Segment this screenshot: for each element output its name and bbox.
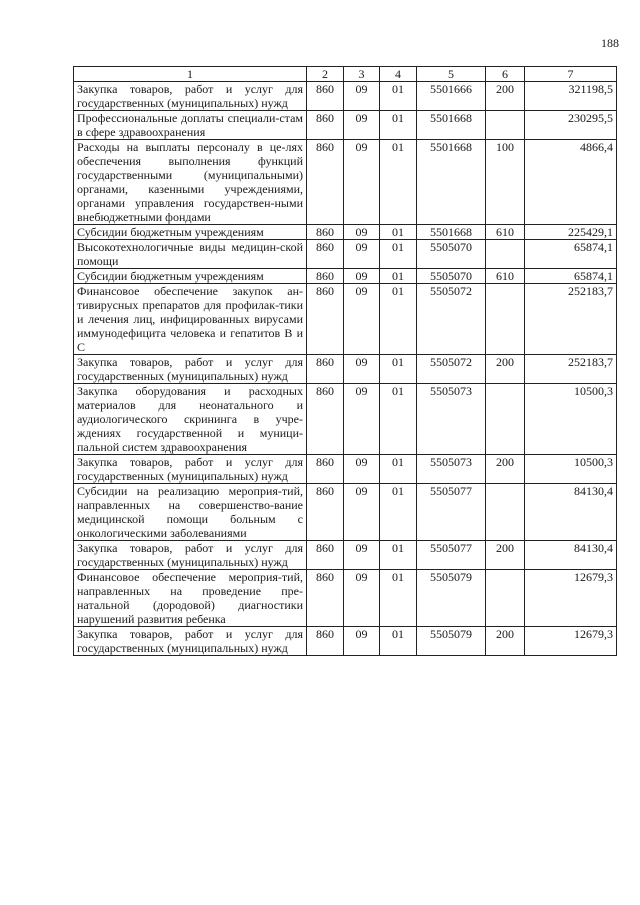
expense-type-cell: 200 <box>486 82 525 111</box>
section-code-cell: 09 <box>344 570 380 627</box>
section-code-cell: 09 <box>344 484 380 541</box>
subsection-code-cell: 01 <box>380 570 417 627</box>
section-code-cell: 09 <box>344 140 380 225</box>
table-row <box>74 384 617 455</box>
expense-name-cell: Финансовое обеспечение закупок ан-тивирусных препаратов для профилак-тики и лечения лиц, инфицированных вирусами иммунодефицита человека и гепатитов В и С <box>74 284 307 355</box>
target-article-cell: 5501668 <box>417 140 486 225</box>
amount-cell: 252183,7 <box>525 355 617 384</box>
expense-name-cell: Закупка товаров, работ и услуг для государственных (муниципальных) нужд <box>74 82 307 111</box>
table-row <box>74 225 617 240</box>
table-row <box>74 284 617 355</box>
column-header-4: 4 <box>380 67 417 82</box>
expense-name-cell: Профессиональные доплаты специали-стам в сфере здравоохранения <box>74 111 307 140</box>
target-article-cell: 5505079 <box>417 570 486 627</box>
table-row <box>74 111 617 140</box>
amount-cell: 252183,7 <box>525 284 617 355</box>
table-row <box>74 484 617 541</box>
expense-name-cell: Высокотехнологичные виды медицин-ской помощи <box>74 240 307 269</box>
section-code-cell: 09 <box>344 627 380 656</box>
ministry-code-cell: 860 <box>307 570 344 627</box>
column-header-5: 5 <box>417 67 486 82</box>
subsection-code-cell: 01 <box>380 484 417 541</box>
subsection-code-cell: 01 <box>380 284 417 355</box>
ministry-code-cell: 860 <box>307 240 344 269</box>
target-article-cell: 5505077 <box>417 541 486 570</box>
section-code-cell: 09 <box>344 269 380 284</box>
expense-type-cell: 610 <box>486 225 525 240</box>
expense-type-cell <box>486 284 525 355</box>
expense-name-cell: Финансовое обеспечение мероприя-тий, направленных на проведение пре-натальной (дородовой) диагностики нарушений развития ребенка <box>74 570 307 627</box>
section-code-cell: 09 <box>344 225 380 240</box>
ministry-code-cell: 860 <box>307 541 344 570</box>
amount-cell: 12679,3 <box>525 570 617 627</box>
expense-name-cell: Субсидии бюджетным учреждениям <box>74 225 307 240</box>
subsection-code-cell: 01 <box>380 269 417 284</box>
table-row <box>74 455 617 484</box>
expense-name-cell: Субсидии на реализацию мероприя-тий, направленных на совершенство-вание медицинской помощи больным с онкологическими заболеваниями <box>74 484 307 541</box>
expense-type-cell: 200 <box>486 455 525 484</box>
subsection-code-cell: 01 <box>380 240 417 269</box>
expense-type-cell <box>486 570 525 627</box>
ministry-code-cell: 860 <box>307 355 344 384</box>
column-header-2: 2 <box>307 67 344 82</box>
section-code-cell: 09 <box>344 82 380 111</box>
section-code-cell: 09 <box>344 455 380 484</box>
amount-cell: 65874,1 <box>525 240 617 269</box>
column-header-7: 7 <box>525 67 617 82</box>
table-row <box>74 355 617 384</box>
subsection-code-cell: 01 <box>380 82 417 111</box>
target-article-cell: 5505072 <box>417 355 486 384</box>
expense-name-cell: Закупка товаров, работ и услуг для государственных (муниципальных) нужд <box>74 455 307 484</box>
expense-name-cell: Закупка оборудования и расходных материалов для неонатального и аудиологического скрининга в учре-ждениях государственной и муници-пальной систем здравоохранения <box>74 384 307 455</box>
column-header-1: 1 <box>74 67 307 82</box>
section-code-cell: 09 <box>344 355 380 384</box>
ministry-code-cell: 860 <box>307 269 344 284</box>
column-header-6: 6 <box>486 67 525 82</box>
expense-name-cell: Закупка товаров, работ и услуг для государственных (муниципальных) нужд <box>74 355 307 384</box>
target-article-cell: 5501668 <box>417 225 486 240</box>
target-article-cell: 5505070 <box>417 240 486 269</box>
table-row <box>74 140 617 225</box>
expense-type-cell <box>486 384 525 455</box>
amount-cell: 84130,4 <box>525 484 617 541</box>
amount-cell: 65874,1 <box>525 269 617 284</box>
expense-name-cell: Закупка товаров, работ и услуг для государственных (муниципальных) нужд <box>74 541 307 570</box>
expense-name-cell: Закупка товаров, работ и услуг для государственных (муниципальных) нужд <box>74 627 307 656</box>
subsection-code-cell: 01 <box>380 455 417 484</box>
ministry-code-cell: 860 <box>307 484 344 541</box>
expense-type-cell: 100 <box>486 140 525 225</box>
amount-cell: 84130,4 <box>525 541 617 570</box>
ministry-code-cell: 860 <box>307 225 344 240</box>
target-article-cell: 5505073 <box>417 455 486 484</box>
amount-cell: 321198,5 <box>525 82 617 111</box>
table-body <box>74 82 617 656</box>
table-row <box>74 240 617 269</box>
target-article-cell: 5501666 <box>417 82 486 111</box>
amount-cell: 225429,1 <box>525 225 617 240</box>
expense-type-cell: 610 <box>486 269 525 284</box>
ministry-code-cell: 860 <box>307 284 344 355</box>
amount-cell: 10500,3 <box>525 384 617 455</box>
section-code-cell: 09 <box>344 240 380 269</box>
table-row <box>74 627 617 656</box>
expense-type-cell: 200 <box>486 355 525 384</box>
expense-type-cell <box>486 240 525 269</box>
expense-type-cell: 200 <box>486 627 525 656</box>
expense-type-cell <box>486 111 525 140</box>
amount-cell: 10500,3 <box>525 455 617 484</box>
table-row <box>74 269 617 284</box>
subsection-code-cell: 01 <box>380 355 417 384</box>
section-code-cell: 09 <box>344 111 380 140</box>
target-article-cell: 5505077 <box>417 484 486 541</box>
section-code-cell: 09 <box>344 541 380 570</box>
subsection-code-cell: 01 <box>380 111 417 140</box>
target-article-cell: 5505079 <box>417 627 486 656</box>
target-article-cell: 5505072 <box>417 284 486 355</box>
subsection-code-cell: 01 <box>380 384 417 455</box>
ministry-code-cell: 860 <box>307 82 344 111</box>
ministry-code-cell: 860 <box>307 111 344 140</box>
ministry-code-cell: 860 <box>307 384 344 455</box>
target-article-cell: 5505073 <box>417 384 486 455</box>
section-code-cell: 09 <box>344 284 380 355</box>
table-row <box>74 541 617 570</box>
table-row <box>74 570 617 627</box>
amount-cell: 12679,3 <box>525 627 617 656</box>
ministry-code-cell: 860 <box>307 455 344 484</box>
ministry-code-cell: 860 <box>307 140 344 225</box>
subsection-code-cell: 01 <box>380 541 417 570</box>
expense-type-cell: 200 <box>486 541 525 570</box>
subsection-code-cell: 01 <box>380 225 417 240</box>
expense-name-cell: Расходы на выплаты персоналу в це-лях обеспечения выполнения функций государственными (муниципальными) органами, казенными учреждениями, органами управления государствен-ными внебюджетными фондами <box>74 140 307 225</box>
subsection-code-cell: 01 <box>380 140 417 225</box>
budget-table <box>73 66 617 656</box>
target-article-cell: 5505070 <box>417 269 486 284</box>
column-header-3: 3 <box>344 67 380 82</box>
section-code-cell: 09 <box>344 384 380 455</box>
subsection-code-cell: 01 <box>380 627 417 656</box>
ministry-code-cell: 860 <box>307 627 344 656</box>
page-number: 188 <box>601 36 619 50</box>
expense-name-cell: Субсидии бюджетным учреждениям <box>74 269 307 284</box>
expense-type-cell <box>486 484 525 541</box>
table-row <box>74 82 617 111</box>
amount-cell: 230295,5 <box>525 111 617 140</box>
amount-cell: 4866,4 <box>525 140 617 225</box>
target-article-cell: 5501668 <box>417 111 486 140</box>
column-number-row <box>74 67 617 82</box>
